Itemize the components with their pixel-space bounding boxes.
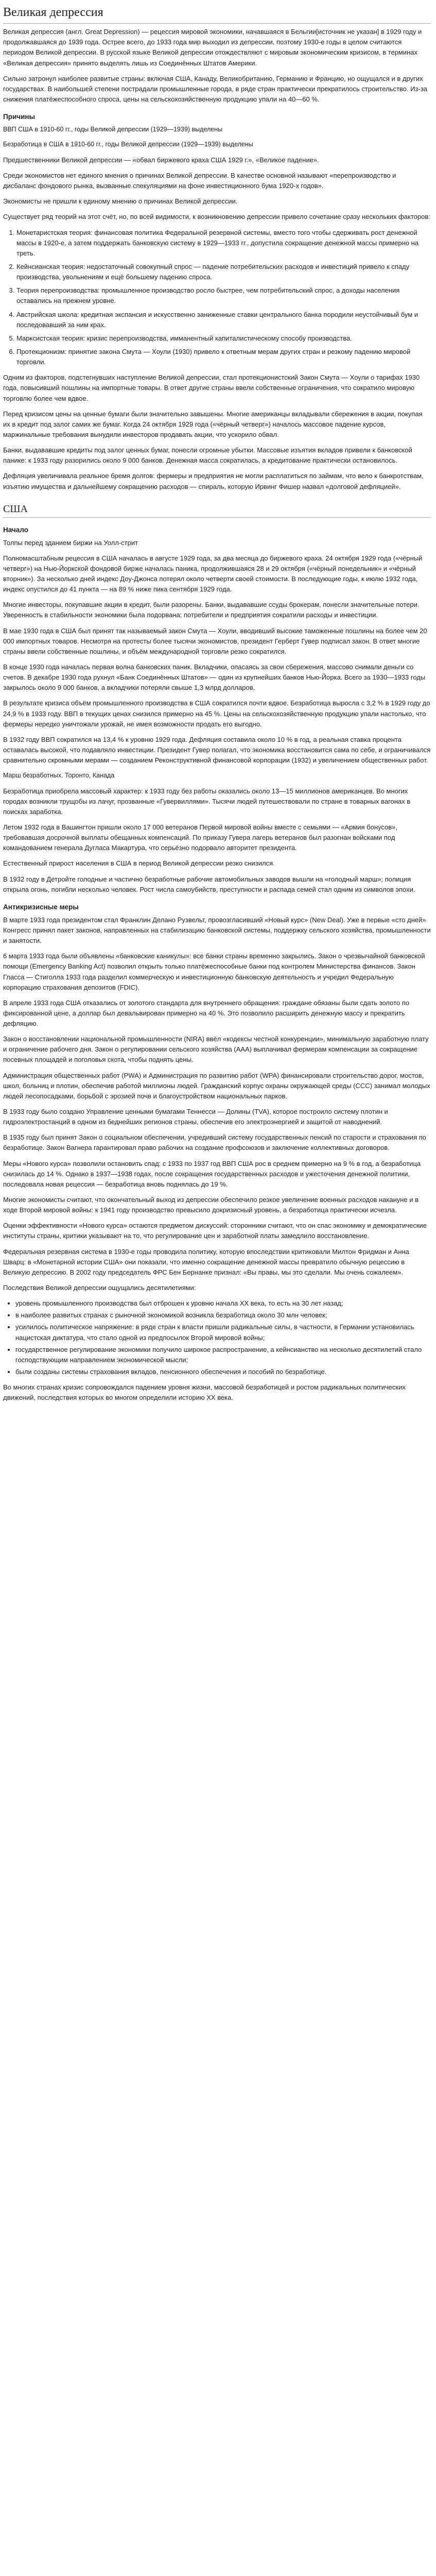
- antikris-paragraph-2: 6 марта 1933 года были объявлены «банковские каникулы»: все банки страны временно закрылись. Закон о чрезвычайной банковской помощи (Emergency Banking Act) позволил открыть только платёжеспособные банки под контролем Министерства финансов. Закон Гласса — Стиголла 1933 года разделил коммерческую и инвестиционную банковскую деятельность и учредил Федеральную корпорацию страхования депозитов (FDIC).: [3, 952, 425, 991]
- causes-paragraph-1: Предшественники Великой депрессии — «обвал биржевого краха США 1929 г.», «Великое падение».: [3, 156, 319, 164]
- consequence-item: • были созданы системы страхования вкладов, пенсионного обеспечения и пособий по безработице.: [15, 1367, 431, 1377]
- antikris-paragraph-1: В марте 1933 года президентом стал Франклин Делано Рузвельт, провозгласивший «Новый курс» (New Deal). Уже в первые «сто дней» Конгресс принял пакет законов, направленных на стабилизацию банковской системы, поддержку сельского хозяйства, промышленности и занятости.: [3, 916, 431, 945]
- antikris-heading: Антикризисные меры: [3, 903, 79, 911]
- consequence-item: • в наиболее развитых странах с рыночной экономикой возникла безработица около 30 млн человек;: [15, 1310, 431, 1320]
- antikris-more-3: Многие экономисты считают, что окончательный выход из депрессии обеспечило резкое увеличение военных расходов накануне и в ходе Второй мировой войны: к 1941 году производство превысило докризисный уровень, а безработица практически исчезла.: [3, 1196, 419, 1214]
- march-caption: Марш безработных. Торонто, Канада: [3, 772, 115, 779]
- antikris-more-4: Оценки эффективности «Нового курса» остаются предметом дискуссий: сторонники считают, что он спас экономику и демократические институты страны, критики указывают на то, что регулирование цен и заработной платы замедлило восстановление.: [3, 1222, 427, 1240]
- consequences-intro: Последствия Великой депрессии ощущались десятилетиями:: [3, 1284, 196, 1292]
- antikris-more-2: Меры «Нового курса» позволили остановить спад: с 1933 по 1937 год ВВП США рос в среднем примерно на 9 % в год, а безработица снизилась до 14 %. Однако в 1937—1938 годах, после сокращения государственных расходов и ужесточения денежной политики, последовала новая рецессия — безработица вновь поднялась до 19 %.: [3, 1159, 421, 1188]
- usa-heading: США: [3, 501, 431, 518]
- causes-heading: Причины: [3, 113, 36, 121]
- theory-item: 1. Монетаристская теория: финансовая политика Федеральной резервной системы, вместо того чтобы сдерживать рост денежной массы в 1920-е, а затем поддержать банковскую систему в 1929—1933 гг., допустила сокращение денежной массы примерно на треть.: [16, 228, 431, 259]
- wall-street-caption: Толпы перед зданием биржи на Уолл-стрит: [3, 538, 138, 547]
- factors-paragraph-3: Банки, выдававшие кредиты под залог ценных бумаг, понесли огромные убытки. Массовые изъятия вкладов привели к банковской панике: к 1933 году разорились около 9 000 банков. Денежная масса сократилась, а кредитование практически остановилось.: [3, 446, 412, 465]
- antikris-paragraph-3: В апреле 1933 года США отказались от золотого стандарта для внутреннего обращения: граждане обязаны были сдать золото по фиксированной цене, а доллар был девальвирован примерно на 40 %. Это позволило расширить денежную массу и прекратить дефляцию.: [3, 998, 410, 1028]
- theories-list: [3, 228, 431, 368]
- lead-paragraph-1: Великая депрессия (англ. Great Depression) — рецессия мировой экономики, начавшаяся в Бельгии[источник не указан] в 1929 году и продолжавшаяся до 1939 года. Острее всего, до 1933 года мир выходил из депрессии, поэтому 1930-е годы в целом считаются периодом Великой депрессии. В русской языке Великой депрессии отождествляют с мировым экономическим кризисом, в терминах «Великая депрессия» принято выделять лишь из Соединённых Штатов Америки.: [3, 28, 422, 67]
- natural-growth: Естественный прирост населения в США в период Великой депрессии резко снизился.: [3, 859, 275, 868]
- usa-paragraph-4: В конце 1930 года началась первая волна банковских паник. Вкладчики, опасаясь за свои сбережения, массово снимали деньги со счетов. В декабре 1930 года рухнул «Банк Соединённых Штатов» — один из крупнейших банков Нью-Йорка. Всего за 1930—1933 годы закрылось около 9 000 банков, а вкладчики потеряли свыше 1,3 млрд долларов.: [3, 663, 426, 692]
- theory-item: 2. Кейнсианская теория: недостаточный совокупный спрос — падение потребительских расходов и инвестиций привело к спаду производства, увольнениям и ещё большему падению спроса.: [16, 262, 431, 282]
- unemployment-caption: Безработица в США в 1910-60 гг., годы Великой депрессии (1929—1939) выделены: [3, 141, 253, 148]
- lead-paragraph-2: Сильно затронул наиболее развитые страны: включая США, Канаду, Великобританию, Германию и Францию, но ощущался и в других государствах. В наибольшей степени пострадали промышленные города, в ряде стран практически прекратилось строительство. Из-за снижения платёжеспособного спроса, цены на сельскохозяйственную продукцию упали на 40—60 %.: [3, 74, 427, 104]
- consequence-item: • усилилось политическое напряжение: в ряде стран к власти пришли радикальные силы, в частности, в Германии установилась нацистская диктатура, что стало одной из предпосылок Второй мировой войны;: [15, 1322, 431, 1343]
- usa-paragraph-6: В 1932 году ВВП сократился на 13,4 % к уровню 1929 года. Дефляция составила около 10 % в год, а реальная ставка процента оставалась высокой, что подавляло инвестиции. Президент Гувер полагал, что экономика восстановится сама по себе, и ограничивался сравнительно скромными мерами — созданием Реконструктивной финансовой корпорации (1932) и увеличением общественных работ.: [3, 735, 431, 765]
- consequences-list: [3, 1298, 431, 1377]
- theory-item: 5. Марксистская теория: кризис перепроизводства, имманентный капиталистическому способу производства.: [16, 333, 431, 344]
- page-title: Великая депрессия: [3, 3, 431, 24]
- antikris-paragraph-4: Закон о восстановлении национальной промышленности (NIRA) ввёл «кодексы честной конкуренции», минимальную заработную плату и ограничение рабочего дня. Закон о регулировании сельского хозяйства (AAA) выплачивал фермерам компенсации за сокращение посевных площадей и поголовья скота, чтобы поднять цены.: [3, 1035, 429, 1064]
- usa-paragraph-1: Полномасштабным рецессия в США началась в августе 1929 года, за два месяца до биржевого краха. 24 октября 1929 года («чёрный четверг») на Нью-Йоркской фондовой бирже началась паника, продолжившаяся 28 и 29 октября («чёрный понедельник» и «чёрный вторник»). За несколько дней индекс Доу-Джонса потерял около четверти своей стоимости. В последующие годы, к июлю 1932 года, индекс опустился до 41 пункта — на 89 % ниже пика сентября 1929 года.: [3, 554, 423, 594]
- usa-paragraph-3: В мае 1930 года в США был принят так называемый закон Смута — Хоули, вводивший высокие таможенные пошлины на более чем 20 000 импортных товаров. Несмотря на протесты более тысячи экономистов, президент Герберт Гувер подписал закон. В ответ многие страны ввели собственные пошлины, и объём международной торговли резко сократился.: [3, 626, 427, 655]
- usa-paragraph-2: Многие инвесторы, покупавшие акции в кредит, были разорены. Банки, выдававшие ссуды брокерам, понесли значительные потери. Уверенность в стабильности экономики была подорвана; потребители и предприятия сократили расходы и инвестиции.: [3, 601, 420, 619]
- march-paragraph-1: Безработица приобрела массовый характер: к 1933 году без работы оказались около 13—15 миллионов американцев. Во многих городах возникли трущобы из лачуг, прозванные «Гувервиллями». Тысячи людей путешествовали по стране в товарных вагонах в поисках заработка.: [3, 787, 411, 816]
- natural-growth-text: В 1932 году в Детройте голодные и частично безработные рабочие автомобильных заводов вышли на «голодный марш»; полиция открыла огонь, погибли несколько человек. Рост числа самоубийств, преступности и распада семей стал одним из символов эпохи.: [3, 875, 415, 893]
- factors-paragraph-4: Дефляция увеличивала реальное бремя долгов: фермеры и предприятия не могли расплатиться по займам, что вело к банкротствам, изъятию имущества и дальнейшему сокращению расходов — спираль, которую Ирвинг Фишер назвал «долговой дефляцией».: [3, 472, 424, 490]
- antikris-paragraph-6: В 1933 году было создано Управление ценными бумагами Теннесси — Долины (TVA), которое построило систему плотин и гидроэлектростанций в одном из беднейших регионов страны, обеспечив его электроэнергией и защитой от наводнений.: [3, 1108, 388, 1126]
- gdp-caption: ВВП США в 1910-60 гг., годы Великой депрессии (1929—1939) выделены: [3, 126, 223, 133]
- theory-item: 6. Протекционизм: принятие закона Смута — Хоули (1930) привело к ответным мерам других стран и резкому падению мировой торговли.: [16, 347, 431, 367]
- theory-item: 4. Австрийская школа: кредитная экспансия и искусственно заниженные ставки центрального банка породили неустойчивый бум и последовавший за ним крах.: [16, 310, 431, 330]
- march-paragraph-2: Летом 1932 года в Вашингтон пришли около 17 000 ветеранов Первой мировой войны вместе с семьями — «Армия бонусов», требовавшая досрочной выплаты обещанных компенсаций. По приказу Гувера лагерь ветеранов был разогнан войсками под командованием генерала Дугласа Макартура, что серьёзно подорвало авторитет президента.: [3, 823, 397, 852]
- consequence-item: • государственное регулирование экономики получило широкое распространение, а кейнсианство на несколько десятилетий стало господствующим направлением экономической мысли;: [15, 1345, 431, 1365]
- theory-item: 3. Теория перепроизводства: промышленное производство росло быстрее, чем потребительский спрос, а доходы населения оставались на прежнем уровне.: [16, 285, 431, 306]
- closing-paragraph: Во многих странах кризис сопровождался падением уровня жизни, массовой безработицей и ростом радикальных политических движений, последствия которых во многом определили историю XX века.: [3, 1383, 406, 1402]
- factors-paragraph-1: Одним из факторов, подстегнувших наступление Великой депрессии, стал протекционистский Закон Смута — Хоули о тарифах 1930 года, повысивший пошлины на импортные товары. В ответ другие страны ввели собственные ограничения, что сократило мировую торговлю более чем вдвое.: [3, 374, 420, 402]
- usa-start-heading: Начало: [3, 526, 28, 534]
- theories-lead: Существует ряд теорий на этот счёт, но, по всей видимости, к возникновению депрессии привело сочетание сразу нескольких факторов:: [3, 213, 430, 221]
- antikris-paragraph-5: Администрация общественных работ (PWA) и Администрация по развитию работ (WPA) финансировали строительство дорог, мостов, школ, больниц и плотин, обеспечив работой миллионы людей. Гражданский корпус охраны окружающей среды (CCC) занимал молодых людей лесопосадками, борьбой с эрозией почв и благоустройством национальных парков.: [3, 1071, 430, 1100]
- usa-paragraph-5: В результате кризиса объём промышленного производства в США сократился почти вдвое. Безработица выросла с 3,2 % в 1929 году до 24,9 % в 1933 году. ВВП в текущих ценах снизился примерно на 45 %. Цены на сельскохозяйственную продукцию упали настолько, что фермеры нередко уничтожали урожай, не имея возможности продать его выгодно.: [3, 699, 430, 728]
- factors-paragraph-2: Перед кризисом цены на ценные бумаги были значительно завышены. Многие американцы вкладывали сбережения в акции, покупая их в кредит под залог самих же бумаг. Когда 24 октября 1929 года («чёрный четверг») началось массовое падение курсов, маржинальные требования вынудили инвесторов продавать акции, что ускорило обвал.: [3, 410, 423, 438]
- causes-paragraph-2: Среди экономистов нет единого мнения о причинах Великой депрессии. В качестве основной называют «перепроизводство и дисбаланс фондового рынка, вызванные спекуляциями на фоне инвестиционного бума 1920-х годов».: [3, 171, 396, 190]
- antikris-more-5: Федеральная резервная система в 1930-е годы проводила политику, которую впоследствии критиковали Милтон Фридман и Анна Шварц: в «Монетарной истории США» они показали, что именно сокращение денежной массы превратило обычную рецессию в Великую депрессию. В 2002 году председатель ФРС Бен Бернанке признал: «Вы правы, мы это сделали. Мы очень сожалеем».: [3, 1247, 409, 1276]
- antikris-more-1: В 1935 году был принят Закон о социальном обеспечении, учредивший систему государственных пенсий по старости и страхования по безработице. Закон Вагнера гарантировал право рабочих на создание профсоюзов и заключение коллективных договоров.: [3, 1133, 426, 1152]
- theories-intro: Экономисты не пришли к единому мнению о причинах Великой депрессии.: [3, 197, 238, 206]
- consequence-item: • уровень промышленного производства был отброшен к уровню начала XX века, то есть на 30 лет назад;: [15, 1298, 431, 1309]
